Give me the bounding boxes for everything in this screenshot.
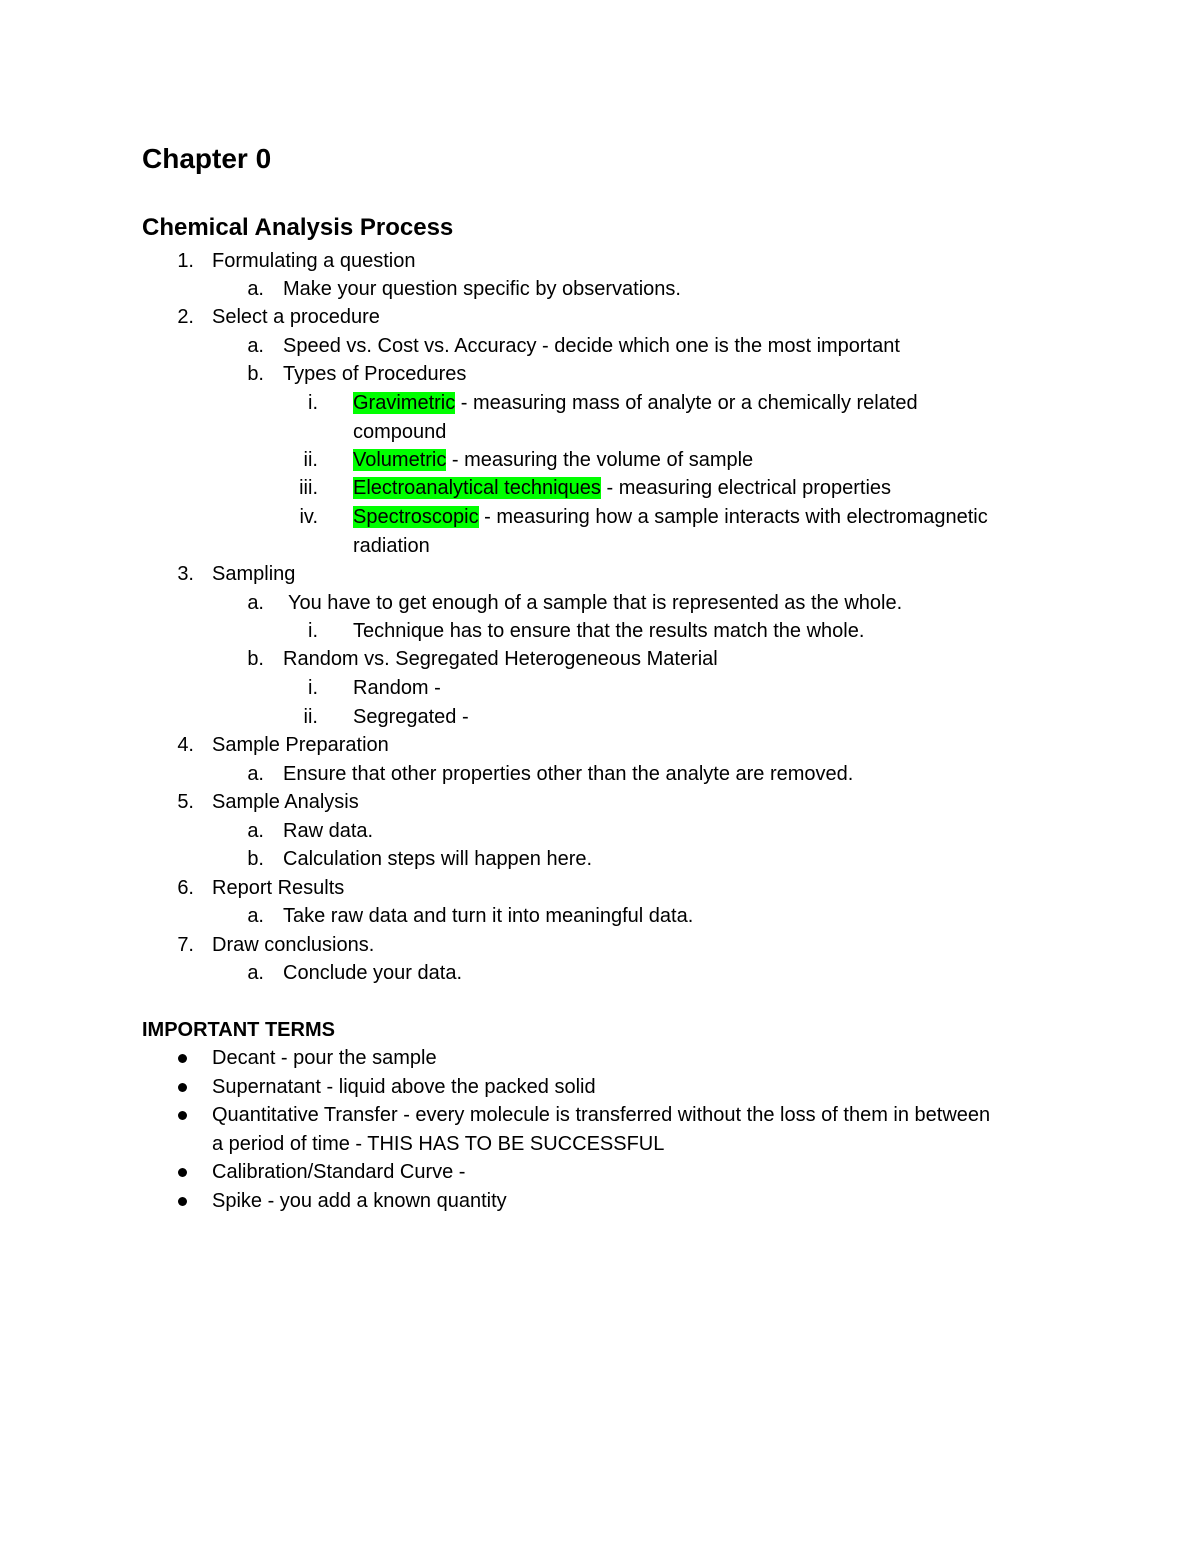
list-marker: a.	[247, 278, 264, 300]
list-item: Ensure that other properties other than the analyte are removed.	[283, 763, 854, 785]
list-item: Sample Preparation	[212, 734, 389, 756]
list-item: Speed vs. Cost vs. Accuracy - decide which one is the most important	[283, 335, 900, 357]
list-item: Types of Procedures	[283, 363, 467, 385]
bullet-icon	[178, 1197, 187, 1206]
list-item: Segregated -	[353, 706, 469, 728]
list-item: Raw data.	[283, 820, 374, 842]
list-item: Conclude your data.	[283, 962, 463, 984]
list-marker: ii.	[303, 706, 318, 728]
term-definition: - measuring how a sample interacts with electromagnetic	[478, 506, 988, 528]
list-marker: a.	[247, 820, 264, 842]
list-marker: 1.	[177, 250, 194, 272]
list-item: You have to get enough of a sample that is represented as the whole.	[288, 592, 903, 614]
bullet-icon	[178, 1083, 187, 1092]
list-item: Take raw data and turn it into meaningful data.	[283, 905, 694, 927]
highlighted-term: Spectroscopic	[353, 506, 479, 528]
list-item: Random -	[353, 677, 441, 699]
list-item: Select a procedure	[212, 306, 380, 328]
list-marker: 5.	[177, 791, 194, 813]
list-marker: a.	[247, 962, 264, 984]
list-marker: b.	[247, 363, 264, 385]
list-item: Formulating a question	[212, 250, 416, 272]
list-item: Report Results	[212, 877, 345, 899]
highlighted-term: Electroanalytical techniques	[353, 477, 601, 499]
list-marker: i.	[308, 677, 318, 699]
list-item: Random vs. Segregated Heterogeneous Material	[283, 648, 718, 670]
list-marker: 7.	[177, 934, 194, 956]
list-item: Technique has to ensure that the results match the whole.	[353, 620, 865, 642]
list-item	[353, 389, 918, 418]
chapter-title: Chapter 0	[142, 143, 272, 174]
list-item-continuation: radiation	[353, 535, 430, 557]
list-item: Supernatant - liquid above the packed solid	[212, 1076, 596, 1098]
section-heading: Chemical Analysis Process	[142, 214, 454, 241]
list-item	[353, 503, 988, 532]
list-item: Sampling	[212, 563, 296, 585]
list-item: Quantitative Transfer - every molecule is transferred without the loss of them in between	[212, 1104, 991, 1126]
list-marker: i.	[308, 392, 318, 414]
list-marker: b.	[247, 848, 264, 870]
list-marker: a.	[247, 905, 264, 927]
list-marker: 6.	[177, 877, 194, 899]
list-item: Calibration/Standard Curve -	[212, 1161, 466, 1183]
term-definition: - measuring the volume of sample	[446, 449, 754, 471]
list-marker: b.	[247, 648, 264, 670]
list-item: Calculation steps will happen here.	[283, 848, 593, 870]
list-marker: iv.	[299, 506, 318, 528]
list-marker: i.	[308, 620, 318, 642]
list-item: Decant - pour the sample	[212, 1047, 437, 1069]
term-definition: - measuring electrical properties	[600, 477, 892, 499]
highlighted-term: Volumetric	[353, 449, 447, 471]
list-item	[353, 446, 753, 475]
list-marker: 3.	[177, 563, 194, 585]
list-item: Sample Analysis	[212, 791, 359, 813]
list-marker: 2.	[177, 306, 194, 328]
list-item-continuation: a period of time - THIS HAS TO BE SUCCESSFUL	[212, 1133, 665, 1155]
list-marker: iii.	[299, 477, 318, 499]
list-item: Spike - you add a known quantity	[212, 1190, 507, 1212]
list-item-continuation: compound	[353, 421, 447, 443]
list-item: Make your question specific by observations.	[283, 278, 681, 300]
bullet-icon	[178, 1111, 187, 1120]
list-marker: 4.	[177, 734, 194, 756]
list-marker: ii.	[303, 449, 318, 471]
bullet-icon	[178, 1054, 187, 1063]
list-marker: a.	[247, 763, 264, 785]
list-marker: a.	[247, 335, 264, 357]
highlighted-term: Gravimetric	[353, 392, 456, 414]
terms-heading: IMPORTANT TERMS	[142, 1019, 335, 1041]
bullet-icon	[178, 1168, 187, 1177]
list-item: Draw conclusions.	[212, 934, 375, 956]
term-definition: - measuring mass of analyte or a chemically related	[455, 392, 918, 414]
list-item	[353, 474, 891, 503]
list-marker: a.	[247, 592, 264, 614]
